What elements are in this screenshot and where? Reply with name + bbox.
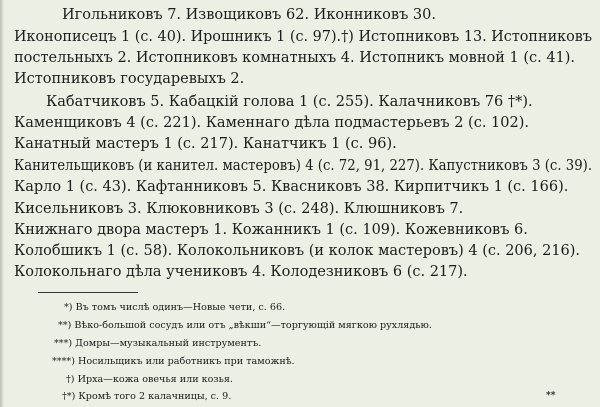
corner-mark: ** bbox=[546, 391, 556, 401]
footnote-3: ***) Домры—музыкальный инструментъ. bbox=[54, 338, 262, 349]
footnote-2: **) Вѣко-большой сосудъ или отъ „вѣкши“—торгующiй мягкою рухлядью. bbox=[58, 320, 432, 331]
footnote-5: †) Ирха—кожа овечья или козья. bbox=[66, 374, 233, 385]
text-line-6: Каменщиковъ 4 (с. 221). Каменнаго дѣла подмастерьевъ 2 (с. 102). bbox=[14, 115, 529, 131]
text-line-4: Истопниковъ государевыхъ 2. bbox=[14, 71, 245, 87]
text-line-10: Кисельниковъ 3. Клюковниковъ 3 (с. 248). Клюшниковъ 7. bbox=[14, 201, 464, 217]
footnote-6: †*) Кромѣ того 2 калачницы, с. 9. bbox=[62, 391, 232, 402]
text-line-12: Колобшикъ 1 (с. 58). Колокольниковъ (и колок мастеровъ) 4 (с. 206, 216). bbox=[14, 243, 581, 259]
footnote-rule bbox=[38, 292, 138, 293]
text-line-2: Иконописецъ 1 (с. 40). Ирошникъ 1 (с. 97).†) Истопниковъ 13. Истопниковъ bbox=[14, 29, 593, 45]
footnote-1: *) Въ томъ числѣ одинъ—Новые чети, с. 66. bbox=[64, 302, 286, 313]
text-line-5: Кабатчиковъ 5. Кабацкiй голова 1 (с. 255). Калачниковъ 76 †*). bbox=[46, 94, 533, 110]
text-line-1: Игольниковъ 7. Извощиковъ 62. Иконниковъ 30. bbox=[62, 7, 436, 23]
text-line-9: Карло 1 (с. 43). Кафтанниковъ 5. Квасниковъ 38. Кирпитчикъ 1 (с. 166). bbox=[14, 179, 569, 195]
footnote-4: ****) Носильщикъ или работникъ при таможнѣ. bbox=[52, 356, 295, 367]
text-line-13: Колокольнаго дѣла учениковъ 4. Колодезниковъ 6 (с. 217). bbox=[14, 264, 468, 280]
page-edge-shadow bbox=[0, 0, 4, 407]
text-line-8: Канительщиковъ (и канител. мастеровъ) 4 (с. 72, 91, 227). Капустниковъ 3 (с. 39). bbox=[14, 158, 593, 174]
text-line-7: Канатный мастеръ 1 (с. 217). Канатчикъ 1 (с. 96). bbox=[14, 136, 397, 152]
text-line-11: Книжнаго двора мастеръ 1. Кожанникъ 1 (с. 109). Кожевниковъ 6. bbox=[14, 222, 528, 238]
text-line-3: постельныхъ 2. Истопниковъ комнатныхъ 4. Истопникъ мовной 1 (с. 41). bbox=[14, 50, 576, 66]
